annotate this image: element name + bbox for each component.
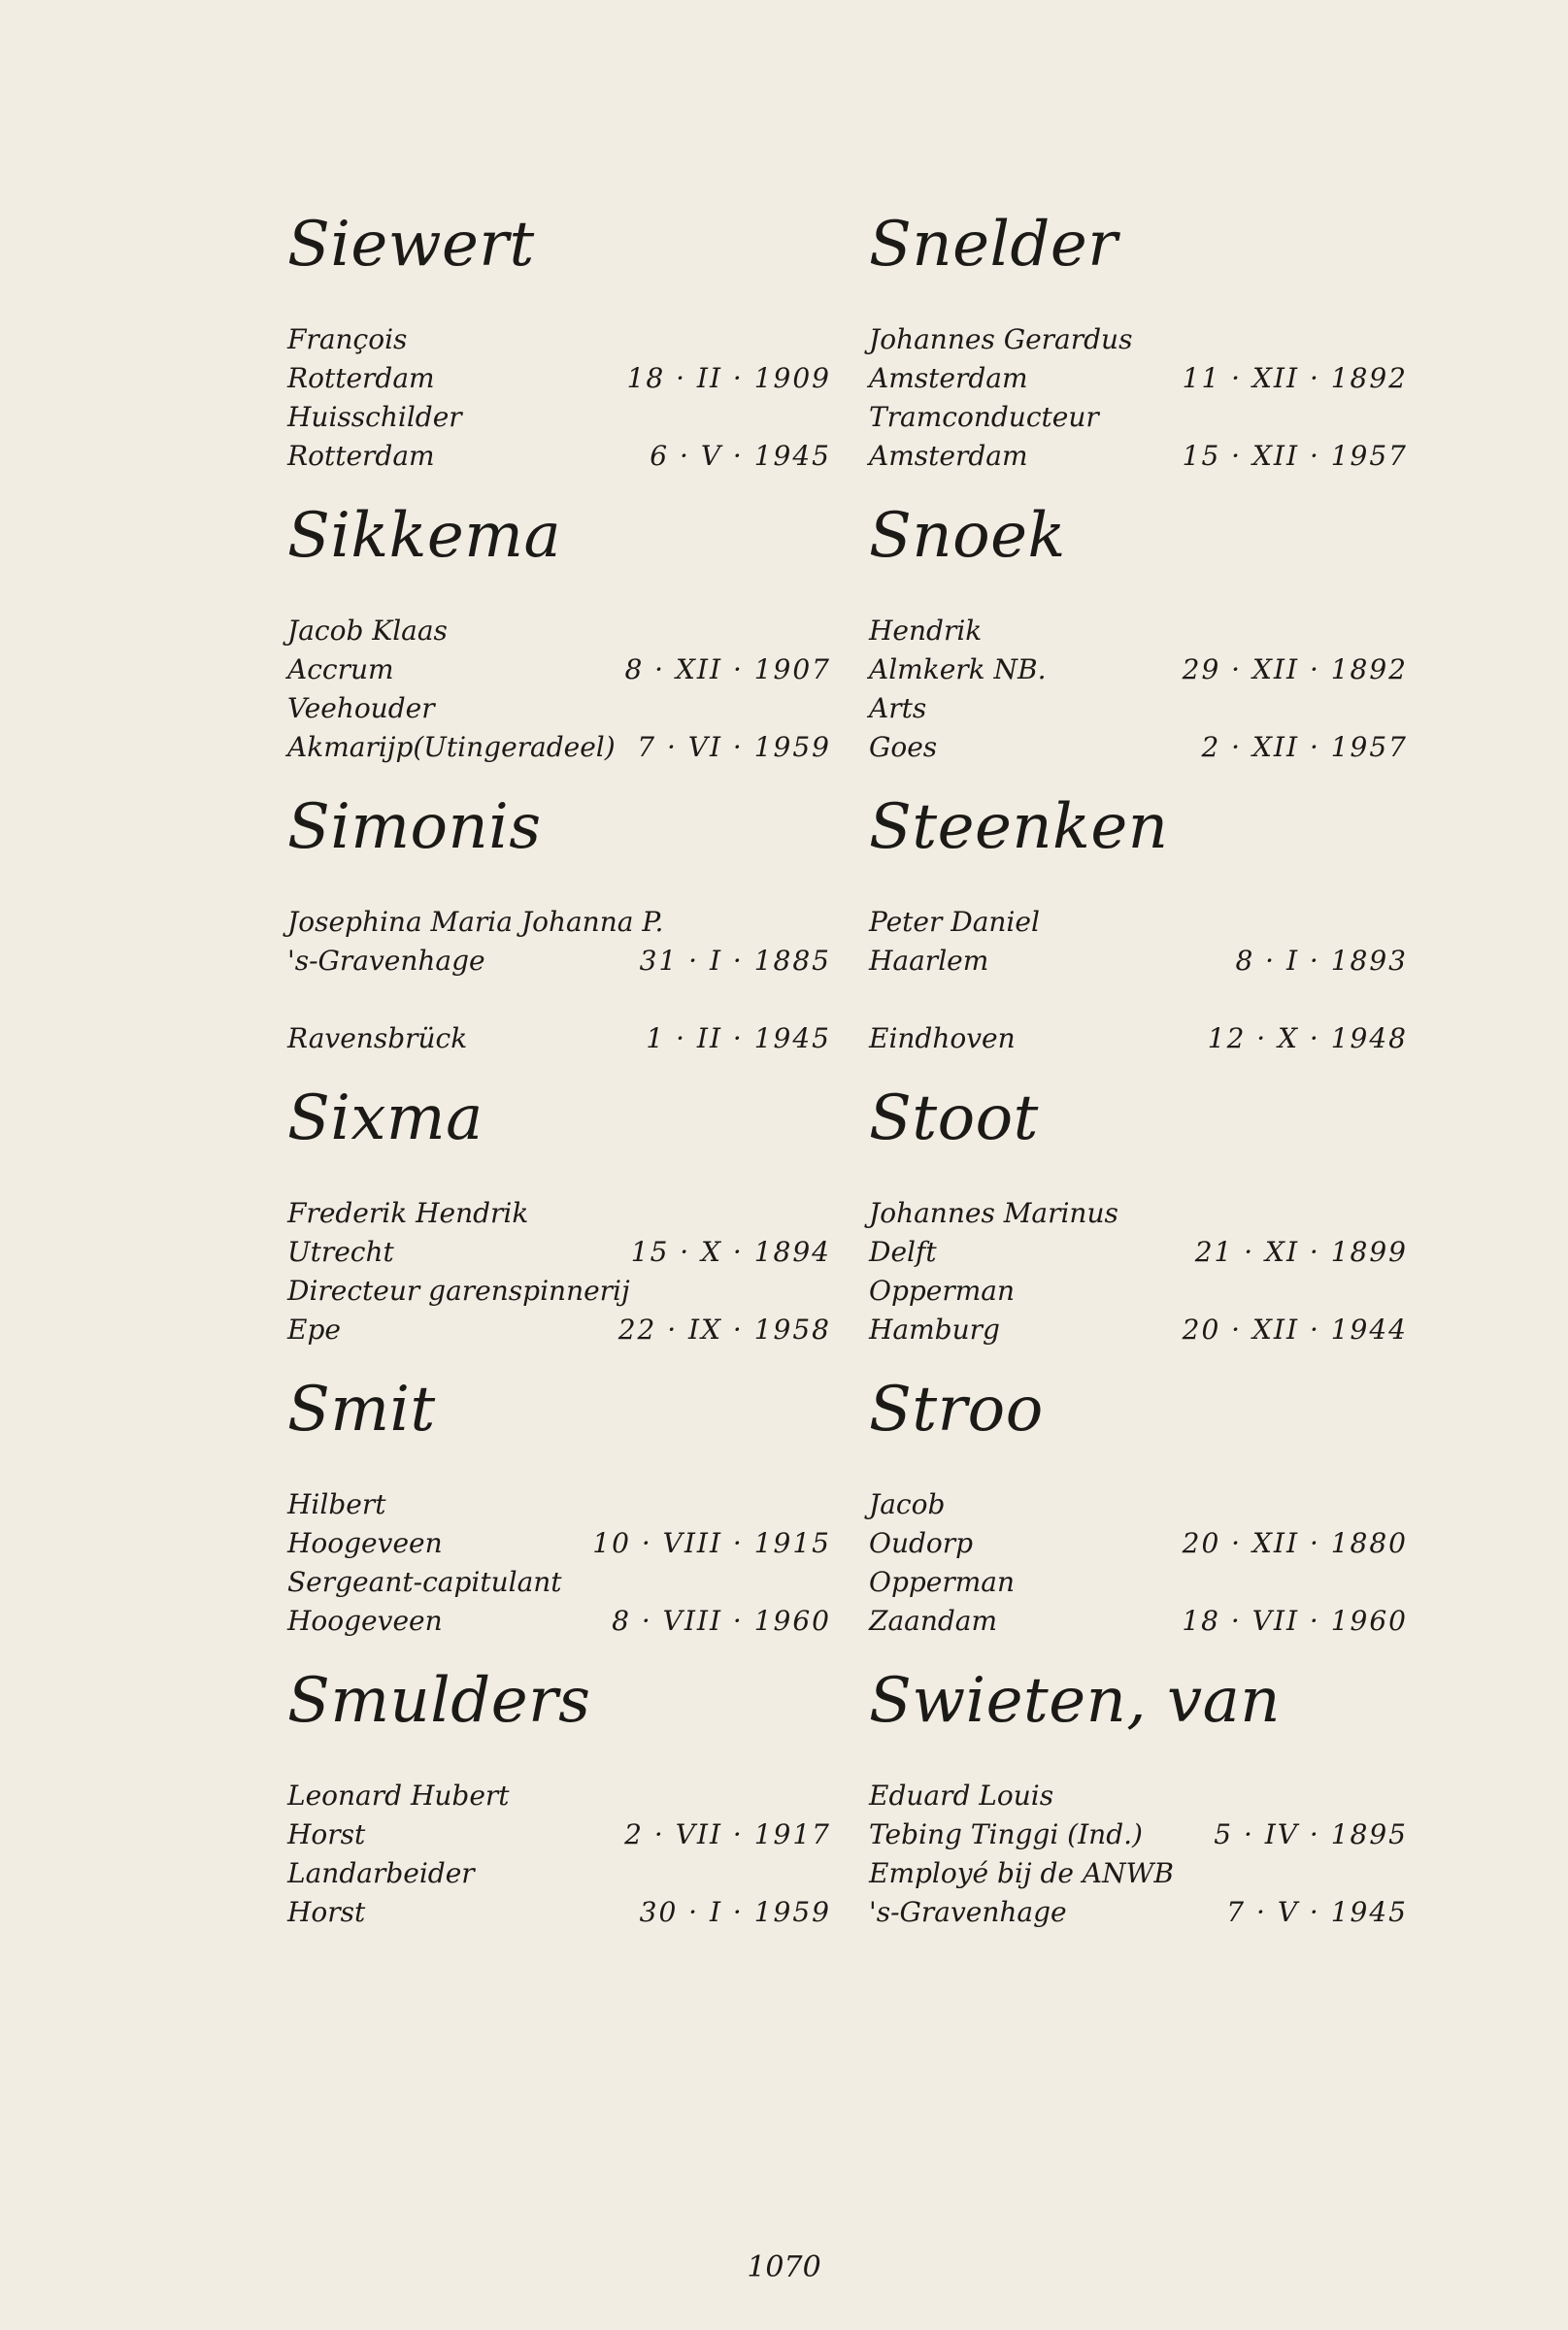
death-date: 1 · II · 1945	[646, 1022, 831, 1054]
given-names: Johannes Marinus	[869, 1197, 1118, 1229]
surname: Steenken	[869, 791, 1169, 863]
given-names: Josephina Maria Johanna P.	[287, 906, 664, 938]
birth-place: Utrecht	[287, 1236, 394, 1268]
occupation: Landarbeider	[287, 1857, 475, 1889]
death-place: Hamburg	[869, 1314, 1000, 1346]
birth-place: Accrum	[287, 653, 394, 685]
birth-row	[287, 1524, 831, 1563]
birth-date: 11 · XII · 1892	[1182, 362, 1408, 394]
death-place: Amsterdam	[869, 440, 1028, 472]
surname: Swieten, van	[869, 1665, 1281, 1737]
entry-stoot	[869, 1078, 1408, 1369]
surname: Smit	[287, 1374, 436, 1446]
death-place: Horst	[287, 1896, 366, 1928]
entry-sixma	[287, 1078, 831, 1369]
death-place: Goes	[869, 731, 938, 763]
death-date: 2 · XII · 1957	[1201, 731, 1408, 763]
birth-place: Hoogeveen	[287, 1527, 443, 1559]
birth-date: 10 · VIII · 1915	[592, 1527, 831, 1559]
birth-row	[287, 1233, 831, 1272]
birth-place: Horst	[287, 1818, 366, 1850]
death-date: 30 · I · 1959	[639, 1896, 831, 1928]
death-date: 22 · IX · 1958	[617, 1314, 831, 1346]
birth-place: Haarlem	[869, 945, 989, 977]
death-row	[287, 1311, 831, 1349]
surname: Siewert	[287, 209, 535, 281]
birth-place: Rotterdam	[287, 362, 435, 394]
right-column	[869, 204, 1408, 1951]
death-row	[287, 1893, 831, 1932]
death-date: 7 · V · 1945	[1226, 1896, 1408, 1928]
given-names: Leonard Hubert	[287, 1780, 510, 1812]
death-row	[869, 1893, 1408, 1932]
occupation: Opperman	[869, 1275, 1016, 1307]
death-place: Ravensbrück	[287, 1022, 468, 1054]
entry-steenken	[869, 786, 1408, 1078]
surname: Simonis	[287, 791, 542, 863]
entry-smit	[287, 1369, 831, 1660]
given-names: Jacob	[869, 1488, 946, 1520]
death-date: 8 · VIII · 1960	[612, 1605, 831, 1637]
entry-siewert	[287, 204, 831, 495]
birth-date: 29 · XII · 1892	[1182, 653, 1408, 685]
entry-smulders	[287, 1660, 831, 1951]
death-row	[869, 1311, 1408, 1349]
surname: Snoek	[869, 500, 1066, 572]
given-names: Johannes Gerardus	[869, 323, 1133, 355]
entry-stroo	[869, 1369, 1408, 1660]
death-row	[287, 1602, 831, 1641]
birth-place: Oudorp	[869, 1527, 974, 1559]
birth-row	[287, 1815, 831, 1854]
occupation: Directeur garenspinnerij	[287, 1275, 630, 1307]
birth-date: 15 · X · 1894	[630, 1236, 831, 1268]
occupation	[869, 981, 1408, 1019]
birth-row	[287, 359, 831, 398]
death-date: 7 · VI · 1959	[637, 731, 831, 763]
occupation	[287, 981, 831, 1019]
death-date: 20 · XII · 1944	[1182, 1314, 1408, 1346]
given-names: Hendrik	[869, 615, 983, 647]
birth-date: 2 · VII · 1917	[624, 1818, 831, 1850]
death-place: Eindhoven	[869, 1022, 1016, 1054]
birth-place: Almkerk NB.	[869, 653, 1047, 685]
death-place: Akmarijp(Utingeradeel)	[287, 731, 616, 763]
page-number: 1070	[747, 2250, 821, 2284]
birth-date: 21 · XI · 1899	[1194, 1236, 1408, 1268]
death-row	[869, 1019, 1408, 1058]
occupation: Huisschilder	[287, 401, 462, 433]
death-place: 's-Gravenhage	[869, 1896, 1067, 1928]
given-names: Hilbert	[287, 1488, 386, 1520]
entry-simonis	[287, 786, 831, 1078]
birth-row	[869, 942, 1408, 981]
birth-place: Tebing Tinggi (Ind.)	[869, 1818, 1143, 1850]
birth-row	[287, 942, 831, 981]
surname: Snelder	[869, 209, 1118, 281]
occupation: Tramconducteur	[869, 401, 1099, 433]
birth-place: Delft	[869, 1236, 937, 1268]
birth-date: 8 · I · 1893	[1235, 945, 1408, 977]
death-row	[287, 1019, 831, 1058]
death-date: 18 · VII · 1960	[1182, 1605, 1408, 1637]
birth-date: 5 · IV · 1895	[1214, 1818, 1408, 1850]
occupation: Veehouder	[287, 692, 435, 724]
entry-snoek	[869, 495, 1408, 786]
birth-place: 's-Gravenhage	[287, 945, 485, 977]
death-row	[869, 437, 1408, 476]
birth-row	[869, 1233, 1408, 1272]
surname: Smulders	[287, 1665, 591, 1737]
birth-date: 8 · XII · 1907	[624, 653, 831, 685]
birth-row	[869, 359, 1408, 398]
birth-row	[869, 650, 1408, 689]
death-date: 15 · XII · 1957	[1182, 440, 1408, 472]
given-names: Jacob Klaas	[287, 615, 448, 647]
birth-date: 20 · XII · 1880	[1182, 1527, 1408, 1559]
death-row	[287, 728, 831, 767]
death-row	[287, 437, 831, 476]
occupation: Employé bij de ANWB	[869, 1857, 1174, 1889]
given-names: François	[287, 323, 408, 355]
occupation: Arts	[869, 692, 927, 724]
given-names: Peter Daniel	[869, 906, 1040, 938]
birth-row	[869, 1524, 1408, 1563]
surname: Stroo	[869, 1374, 1044, 1446]
death-row	[869, 728, 1408, 767]
death-date: 6 · V · 1945	[650, 440, 831, 472]
death-date: 12 · X · 1948	[1207, 1022, 1408, 1054]
occupation: Opperman	[869, 1566, 1016, 1598]
entry-swieten-van	[869, 1660, 1408, 1951]
birth-row	[869, 1815, 1408, 1854]
death-row	[869, 1602, 1408, 1641]
birth-date: 18 · II · 1909	[626, 362, 831, 394]
birth-row	[287, 650, 831, 689]
death-place: Hoogeveen	[287, 1605, 443, 1637]
birth-date: 31 · I · 1885	[639, 945, 831, 977]
birth-place: Amsterdam	[869, 362, 1028, 394]
entry-snelder	[869, 204, 1408, 495]
death-place: Epe	[287, 1314, 341, 1346]
death-place: Zaandam	[869, 1605, 998, 1637]
left-column	[287, 204, 831, 1951]
surname: Sikkema	[287, 500, 562, 572]
surname: Stoot	[869, 1082, 1039, 1154]
given-names: Eduard Louis	[869, 1780, 1054, 1812]
occupation: Sergeant-capitulant	[287, 1566, 562, 1598]
surname: Sixma	[287, 1082, 484, 1154]
entry-sikkema	[287, 495, 831, 786]
death-place: Rotterdam	[287, 440, 435, 472]
given-names: Frederik Hendrik	[287, 1197, 529, 1229]
